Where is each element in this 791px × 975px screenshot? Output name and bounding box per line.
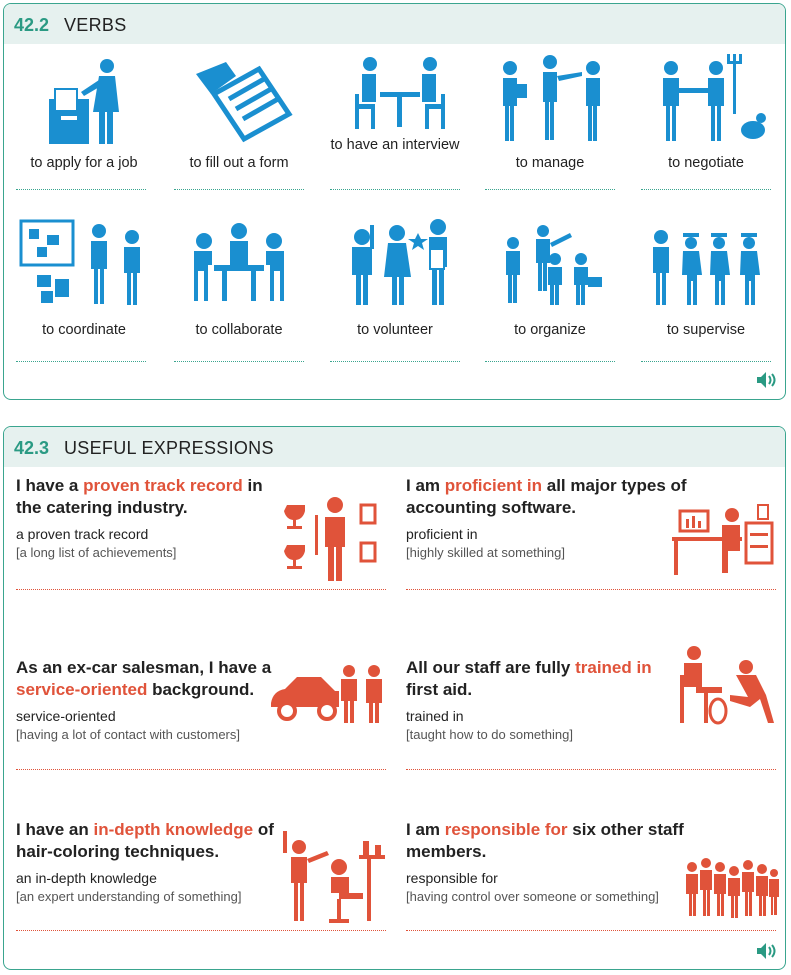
definition: [an expert understanding of something]	[16, 889, 242, 904]
divider	[16, 930, 386, 931]
example-sentence: I have a proven track record in the catering industry.	[16, 476, 263, 517]
example-sentence: As an ex-car salesman, I have a service-oriented background.	[16, 658, 272, 699]
verb-item	[9, 49, 159, 199]
term: trained in	[406, 708, 464, 724]
divider	[174, 361, 304, 362]
example-sentence: All our staff are fully trained in first aid.	[406, 658, 652, 699]
divider	[641, 189, 771, 190]
expression-item	[16, 475, 286, 560]
divider	[641, 361, 771, 362]
verb-label: to apply for a job	[30, 155, 138, 171]
supervise-icon	[641, 219, 771, 309]
example-sentence: I have an in-depth knowledge of hair-coloring techniques.	[16, 820, 274, 861]
verb-item	[631, 49, 781, 199]
form-icon	[174, 54, 304, 144]
manager-icon	[485, 54, 615, 144]
term: responsible for	[406, 870, 498, 886]
job-application-icon	[19, 54, 149, 144]
expressions-panel	[3, 426, 786, 970]
expression-item	[406, 475, 706, 560]
section-number: 42.3	[14, 438, 50, 458]
collaborate-icon	[174, 219, 304, 309]
divider	[16, 189, 146, 190]
verb-item	[631, 219, 781, 359]
divider	[406, 769, 776, 770]
divider	[330, 361, 460, 362]
section-title: USEFUL EXPRESSIONS	[64, 438, 274, 458]
term: service-oriented	[16, 708, 116, 724]
expression-item	[16, 657, 286, 742]
divider	[16, 589, 386, 590]
expression-item	[16, 819, 286, 904]
accountant-desk-icon	[672, 503, 776, 577]
definition: [having a lot of contact with customers]	[16, 727, 240, 742]
audio-speaker-icon[interactable]	[756, 371, 778, 389]
verb-item	[475, 49, 625, 199]
verb-item	[320, 219, 470, 359]
verb-label: to fill out a form	[189, 155, 289, 171]
hairdresser-icon	[279, 829, 389, 924]
definition: [highly skilled at something]	[406, 545, 565, 560]
verb-label: to supervise	[666, 322, 746, 338]
divider	[174, 189, 304, 190]
section-number: 42.2	[14, 15, 50, 35]
term: a proven track record	[16, 526, 149, 542]
verb-label: to have an interview	[330, 137, 460, 153]
trophy-chef-icon	[279, 495, 389, 583]
verb-label: to volunteer	[357, 322, 433, 338]
verb-label: to organize	[514, 322, 586, 338]
example-sentence: I am proficient in all major types of accounting software.	[406, 476, 687, 517]
divider	[406, 930, 776, 931]
term: proficient in	[406, 526, 478, 542]
coordinate-icon	[19, 219, 149, 309]
verbs-panel	[3, 3, 786, 400]
handshake-icon	[641, 54, 771, 144]
definition: [a long list of achievements]	[16, 545, 177, 560]
verb-label: to negotiate	[668, 155, 744, 171]
expressions-header	[4, 427, 785, 467]
verb-item	[9, 219, 159, 359]
expression-item	[406, 657, 676, 742]
divider	[485, 361, 615, 362]
car-salesman-icon	[269, 663, 394, 725]
term: an in-depth knowledge	[16, 870, 157, 886]
organize-icon	[485, 219, 615, 309]
divider	[16, 769, 386, 770]
divider	[406, 589, 776, 590]
verb-item	[475, 219, 625, 359]
section-title: VERBS	[64, 15, 127, 35]
definition: [taught how to do something]	[406, 727, 573, 742]
divider	[330, 189, 460, 190]
expression-item	[406, 819, 686, 904]
audio-speaker-icon[interactable]	[756, 942, 778, 960]
example-sentence: I am responsible for six other staff members.	[406, 820, 684, 861]
verb-label: to collaborate	[195, 322, 283, 338]
divider	[16, 361, 146, 362]
verb-label: to manage	[515, 155, 585, 171]
verb-label: to coordinate	[42, 322, 126, 338]
verb-item	[164, 49, 314, 199]
divider	[485, 189, 615, 190]
volunteer-icon	[330, 219, 460, 309]
definition: [having control over someone or something]	[406, 889, 659, 904]
team-group-icon	[684, 857, 779, 922]
first-aid-icon	[676, 645, 776, 725]
verbs-header	[4, 4, 785, 44]
verb-item	[164, 219, 314, 359]
verb-item	[320, 49, 470, 199]
interview-icon	[330, 54, 460, 144]
